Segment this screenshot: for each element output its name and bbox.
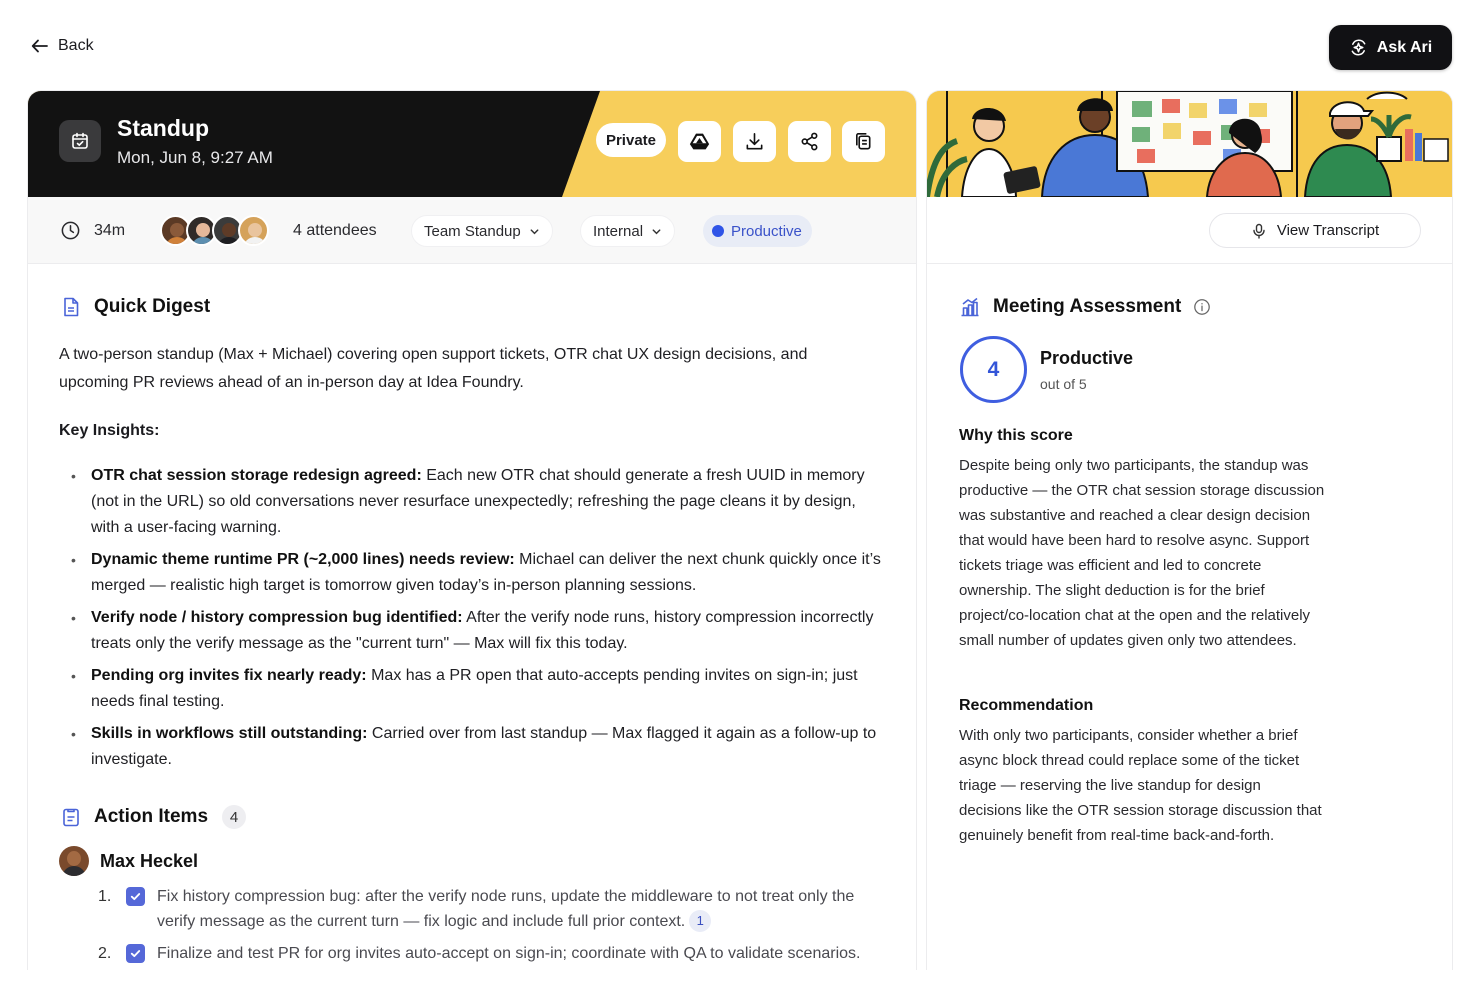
key-insights-label: Key Insights: xyxy=(59,422,160,439)
meeting-scope-dropdown[interactable] xyxy=(580,215,675,247)
avatar xyxy=(238,215,269,246)
checkbox-checked-icon xyxy=(129,890,142,903)
microphone-icon xyxy=(1251,223,1267,239)
duration-label: 34m xyxy=(94,221,126,239)
meeting-type-dropdown[interactable] xyxy=(411,215,553,247)
meeting-meta-row xyxy=(28,197,917,264)
chart-icon xyxy=(959,296,981,318)
clock-icon xyxy=(60,220,81,241)
transcript-row xyxy=(927,197,1453,264)
share-button[interactable] xyxy=(788,121,831,162)
chevron-down-icon xyxy=(651,226,662,237)
score-ring: 4 xyxy=(960,336,1027,403)
attendees-count: 4 attendees xyxy=(293,221,377,239)
status-label: Productive xyxy=(731,222,802,240)
assessment-card xyxy=(926,90,1453,970)
clipboard-icon xyxy=(60,806,82,828)
owner-name: Max Heckel xyxy=(100,850,199,871)
why-score-heading: Why this score xyxy=(959,427,1073,444)
action-number: 1. xyxy=(98,888,112,905)
why-score-text: Despite being only two participants, the standup was productive — the OTR chat session storage discussion was substantive and reached a clear design decision that would have been hard to resolve async. Support tickets triage was efficient and led to concrete ownership. The slight deduction is for the brief project/co-location chat at the open and the relatively small number of updates given only two attendees. xyxy=(959,457,1325,649)
action-checkbox[interactable] xyxy=(126,887,145,906)
action-items-count: 4 xyxy=(222,805,246,829)
privacy-pill[interactable]: Private xyxy=(596,123,666,157)
chevron-down-icon xyxy=(529,226,540,237)
copy-icon xyxy=(853,131,874,152)
google-drive-icon xyxy=(689,131,710,152)
view-transcript-label: View Transcript xyxy=(1276,222,1380,239)
action-items-title: Action Items xyxy=(94,806,209,827)
list-item: • Pending org invites fix nearly ready: Max has a PR open that auto-accepts pending invites on sign-in; just needs final testing. xyxy=(68,663,888,715)
download-icon xyxy=(744,131,765,152)
meeting-title: Standup xyxy=(117,115,209,141)
ask-ari-label: Ask Ari xyxy=(1376,38,1433,56)
meeting-assessment-heading xyxy=(959,296,1211,318)
download-button[interactable] xyxy=(733,121,776,162)
action-items-heading xyxy=(60,805,246,829)
action-text: Finalize and test PR for org invites auto-accept on sign-in; coordinate with QA to validate scenarios. xyxy=(157,945,861,962)
team-illustration-icon xyxy=(927,91,1453,197)
meeting-assessment-title: Meeting Assessment xyxy=(993,296,1182,317)
quick-digest-heading xyxy=(60,296,210,318)
action-item xyxy=(98,941,888,966)
sparkle-icon xyxy=(1349,38,1368,57)
digest-summary: A two-person standup (Max + Michael) covering open support tickets, OTR chat UX design decisions, and upcoming PR reviews ahead of an in-person day at Idea Foundry. xyxy=(59,346,808,391)
view-transcript-button[interactable] xyxy=(1209,213,1421,248)
attendee-avatars[interactable] xyxy=(160,197,269,264)
action-number: 2. xyxy=(98,945,112,962)
quick-digest-title: Quick Digest xyxy=(94,296,211,317)
back-label: Back xyxy=(58,37,94,54)
list-item: • Verify node / history compression bug identified: After the verify node runs, history compression incorrectly treats only the verify message as the "current turn" — Max will fix this today. xyxy=(68,605,888,657)
list-item: • Dynamic theme runtime PR (~2,000 lines) needs review: Michael can deliver the next chunk quickly once it’s merged — realistic high target is tomorrow given today’s in-person planning sessions. xyxy=(68,547,888,599)
copy-button[interactable] xyxy=(842,121,885,162)
action-owner xyxy=(59,846,198,876)
ask-ari-button[interactable] xyxy=(1329,25,1452,70)
score-out-of: out of 5 xyxy=(1040,376,1087,392)
list-item: • OTR chat session storage redesign agreed: Each new OTR chat should generate a fresh UUID in memory (not in the URL) so old conversations never resurface unexpectedly; refreshing the page cleans it by design, with a user-facing warning. xyxy=(68,463,888,541)
calendar-tile xyxy=(59,120,101,162)
duration xyxy=(60,197,125,264)
google-drive-button[interactable] xyxy=(678,121,721,162)
meeting-card xyxy=(27,90,917,970)
checkbox-checked-icon xyxy=(129,947,142,960)
recommendation-heading: Recommendation xyxy=(959,697,1094,714)
meeting-scope-value: Internal xyxy=(593,222,644,240)
status-badge xyxy=(703,215,812,247)
share-icon xyxy=(799,131,820,152)
score-label: Productive xyxy=(1040,348,1134,368)
arrow-left-icon xyxy=(30,36,50,56)
action-text: Fix history compression bug: after the verify node runs, update the middleware to not treat only the verify message as the current turn — fix logic and include full prior context. 1 xyxy=(157,888,855,930)
action-item xyxy=(98,884,888,934)
back-link[interactable] xyxy=(30,36,94,56)
action-reference-badge[interactable]: 1 xyxy=(689,910,711,932)
status-dot-icon xyxy=(712,225,724,237)
key-insights-list xyxy=(68,463,888,779)
meeting-type-value: Team Standup xyxy=(424,222,521,240)
meeting-illustration xyxy=(927,91,1453,197)
document-icon xyxy=(60,296,82,318)
action-checkbox[interactable] xyxy=(126,944,145,963)
calendar-icon xyxy=(70,131,90,151)
recommendation-text: With only two participants, consider whether a brief async block thread could replace some of the ticket triage — reserving the live standup for design decisions like the OTR session storage discussion that genuinely benefit from real-time back-and-forth. xyxy=(959,727,1322,844)
meeting-datetime: Mon, Jun 8, 9:27 AM xyxy=(117,148,273,167)
info-icon[interactable] xyxy=(1193,298,1211,316)
avatar xyxy=(59,846,89,876)
list-item: • Skills in workflows still outstanding: Carried over from last standup — Max flagged it again as a follow-up to investigate. xyxy=(68,721,888,773)
